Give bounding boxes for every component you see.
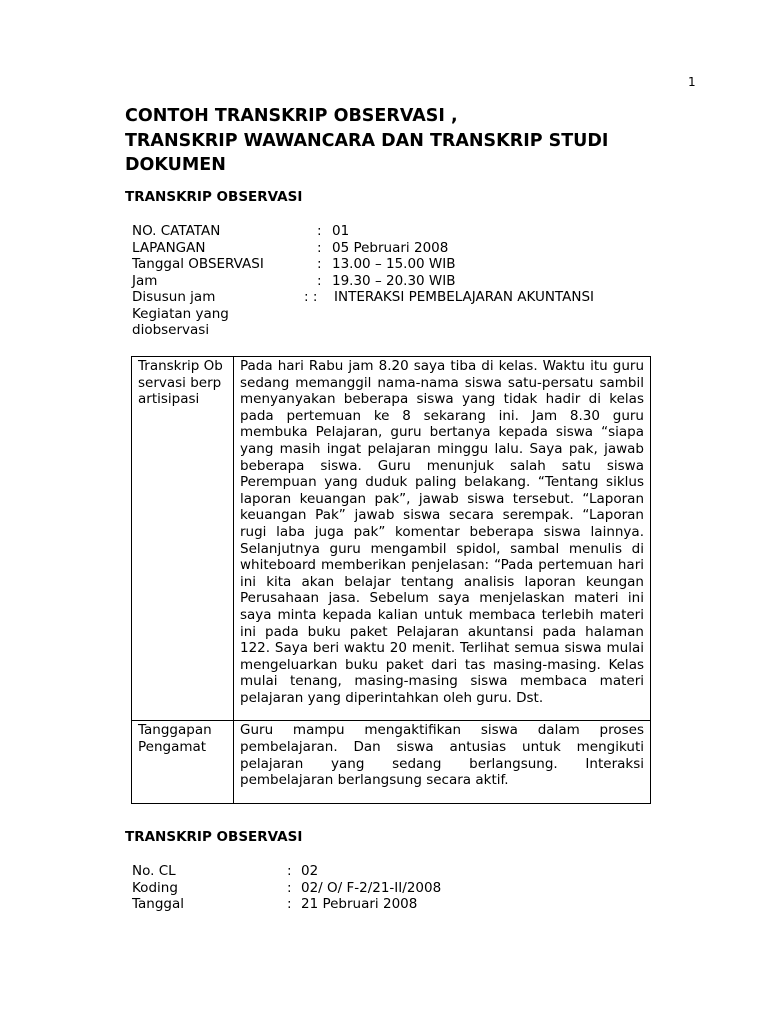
meta-key: Kegiatan yang: [132, 305, 229, 322]
meta-value: INTERAKSI PEMBELAJARAN AKUNTANSI: [334, 289, 595, 305]
meta-key: Tanggal OBSERVASI: [132, 256, 264, 272]
title-line: DOKUMEN: [125, 155, 226, 175]
observation-table: [131, 356, 651, 804]
row-text: Pada hari Rabu jam 8.20 saya tiba di kelas. Waktu itu guru sedang memanggil nama-nama siswa satu-persatu sambil menyanyakan beberapa siswa yang tidak hadir di kelas pada pertemuan ke 8 sekarang ini. Jam 8.30 guru membuka Pelajaran, guru bertanya kepada siswa “siapa yang masih ingat pelajaran minggu lalu. Saya pak, jawab beberapa siswa. Guru menunjuk salah satu siswa Perempuan yang duduk paling belakang. “Tentang siklus laporan keuangan pak”, jawab siswa tersebut. “Laporan keuangan Pak” jawab siswa secara serempak. “Laporan rugi laba juga pak” komentar beberapa siswa lainnya. Selanjutnya guru mengambil spidol, sambal menulis di whiteboard memberikan penjelasan: “Pada pertemuan hari ini kita akan belajar tentang analisis laporan keungan Perusahaan jasa. Sebelum saya menjelaskan materi ini saya minta kepada kalian untuk membaca terlebih materi ini pada buku paket Pelajaran akuntansi pada halaman 122. Saya beri waktu 20 menit. Terlihat semua siswa mulai mengeluarkan buku paket dari tas masing-masing. Kelas mulai tenang, masing-masing siswa membaca materi pelajaran yang diperintahkan oleh guru. Dst.: [234, 357, 651, 721]
meta-value: 02: [301, 863, 319, 879]
section-heading: TRANSKRIP OBSERVASI: [125, 829, 303, 845]
meta-key: LAPANGAN: [132, 239, 206, 256]
document-title: [125, 104, 608, 178]
meta-key: NO. CATATAN: [132, 223, 221, 239]
section-heading: TRANSKRIP OBSERVASI: [125, 189, 303, 205]
meta-separator: :: [287, 863, 292, 879]
row-label: Transkrip Observasi berpartisipasi: [132, 357, 234, 721]
meta-separator: :: [317, 272, 322, 289]
table-row: [132, 357, 651, 721]
meta-key: Tanggal: [132, 896, 185, 912]
row-text: Guru mampu mengaktifikan siswa dalam proses pembelajaran. Dan siswa antusias untuk mengikuti pelajaran yang sedang berlangsung. Interaksi pembelajaran berlangsung secara aktif.: [234, 721, 651, 803]
meta-separator: :: [317, 223, 322, 239]
table-row: [132, 721, 651, 803]
meta-value: 13.00 – 15.00 WIB: [332, 256, 456, 272]
row-label: Tanggapan Pengamat: [132, 721, 234, 803]
meta-separator: : :: [304, 289, 318, 305]
meta-separator: :: [287, 896, 292, 912]
meta-key: No. CL: [132, 863, 176, 879]
meta-key: Disusun jam: [132, 289, 216, 305]
meta-separator: :: [287, 879, 292, 896]
meta-value: 19.30 – 20.30 WIB: [332, 272, 456, 289]
page-number: 1: [688, 75, 696, 89]
meta-separator: :: [317, 239, 322, 256]
meta-value: 02/ O/ F-2/21-II/2008: [301, 879, 442, 896]
title-line: CONTOH TRANSKRIP OBSERVASI ,: [125, 106, 458, 126]
meta-key: Jam: [132, 272, 158, 289]
title-line: TRANSKRIP WAWANCARA DAN TRANSKRIP STUDI: [125, 130, 609, 151]
meta-value: 01: [332, 223, 350, 239]
meta-key: Koding: [132, 879, 178, 896]
meta-separator: :: [317, 256, 322, 272]
meta-key: diobservasi: [132, 322, 210, 338]
meta-value: 21 Pebruari 2008: [301, 896, 418, 912]
meta-value: 05 Pebruari 2008: [332, 239, 449, 256]
